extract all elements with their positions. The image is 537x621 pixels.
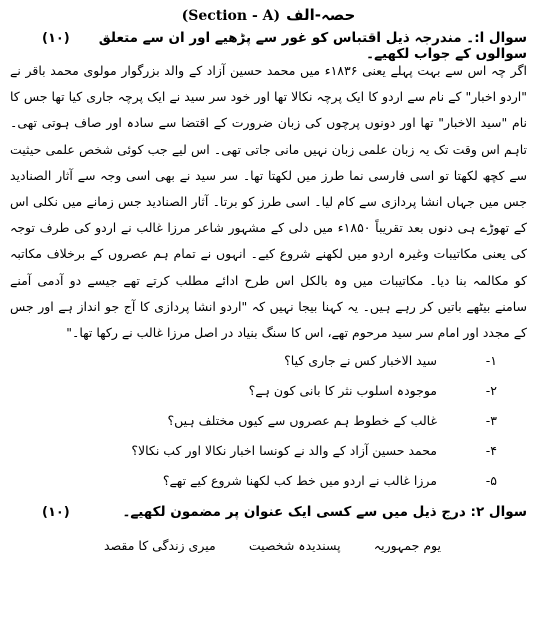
essay-topics — [10, 530, 527, 553]
question-2-prompt: سوال ۲: درج ذیل میں سے کسی ایک عنوان پر مضمون لکھیے۔ — [122, 504, 527, 521]
passage-text: اگر چہ اس سے بہت پہلے یعنی ۱۸۳۶ء میں محمد حسین آزاد کے والد بزرگوار مولوی محمد باقر نے "اردو اخبار" کے نام سے اردو کا ایک پرچہ نکالا تھا اور خود سر سید نے ایک پرچہ جاری کیا تھا جس کا نام "سید الاخبار" تھا اور دونوں پرچوں کی زبان ضرورت کے اقتضا سے سادہ اور صاف ہوتی تھی۔ تاہم اس وقت تک یہ زبان علمی زبان نہیں مانی جاتی تھی۔ اس لیے جب کوئی شخص علمی حیثیت سے کچھ لکھتا تو اسی فارسی نما طرز میں لکھتا تھا۔ سر سید نے بھی اسی وجہ سے آثار الصنادید جس میں جہاں انشا پردازی سے کام لیا۔ اسی طرز کو برتا۔ آثار الصنادید جس زمانے میں نکلی اس کے تھوڑے ہی دنوں بعد تقریباً ۱۸۵۰ء میں دلی کے مشہور شاعر مرزا غالب نے اردو کی طرف توجہ کی یعنی مکاتیبات وغیرہ اردو میں لکھنے شروع کیے۔ انہوں نے تمام ہم عصروں کے برخلاف مکاتبہ کو مکالمہ بنا دیا۔ مکاتیبات میں وہ بالکل اس طرح ادائے مطلب کرتے تھے جیسے دو آدمی آمنے سامنے بیٹھے باتیں کر رہے ہیں۔ یہ کہنا بیجا نہیں کہ "اردو انشا پردازی کا آج جو انداز ہے اور جس کے مجدد اور امام سر سید مرحوم تھے، اس کا سنگ بنیاد در اصل مرزا غالب نے رکھا تھا۔" — [10, 63, 527, 341]
sub-question-text: محمد حسین آزاد کے والد نے کونسا اخبار نکالا اور کب نکالا؟ — [131, 443, 437, 459]
list-item — [10, 466, 527, 496]
list-item — [10, 376, 527, 406]
sub-question-text: غالب کے خطوط ہم عصروں سے کیوں مختلف ہیں؟ — [167, 413, 437, 429]
list-item — [10, 346, 527, 376]
sub-question-number: ۲- — [485, 383, 497, 399]
list-item — [10, 406, 527, 436]
section-title-ur: حصہ-الف — [286, 6, 356, 24]
sub-question-number: ۴- — [485, 443, 497, 459]
essay-topic: یوم جمہوریہ — [373, 538, 441, 554]
sub-question-number: ۵- — [485, 473, 497, 489]
sub-question-text: مرزا غالب نے اردو میں خط کب لکھنا شروع کیے تھے؟ — [162, 473, 437, 489]
question-1-marks: (۱۰) — [42, 31, 70, 46]
question-1-prompt: سوال ا:۔ مندرجہ ذیل اقتباس کو غور سے پڑھیے اور ان سے متعلق سوالوں کے جواب لکھیے۔ — [98, 30, 527, 62]
question-1-heading — [10, 30, 527, 62]
essay-topic: پسندیدہ شخصیت — [248, 538, 341, 554]
sub-questions-list — [10, 346, 527, 496]
sub-question-text: موجودہ اسلوب نثر کا بانی کون ہے؟ — [248, 383, 437, 399]
question-2-heading — [10, 504, 527, 530]
essay-topic: میری زندگی کا مقصد — [104, 538, 216, 554]
sub-question-number: ۱- — [485, 353, 497, 369]
sub-question-number: ۳- — [485, 413, 497, 429]
section-title-en: (Section - A) — [181, 8, 281, 24]
list-item — [10, 436, 527, 466]
sub-question-text: سید الاخبار کس نے جاری کیا؟ — [284, 353, 437, 369]
section-header — [10, 6, 527, 30]
question-2-marks: (۱۰) — [42, 505, 70, 521]
